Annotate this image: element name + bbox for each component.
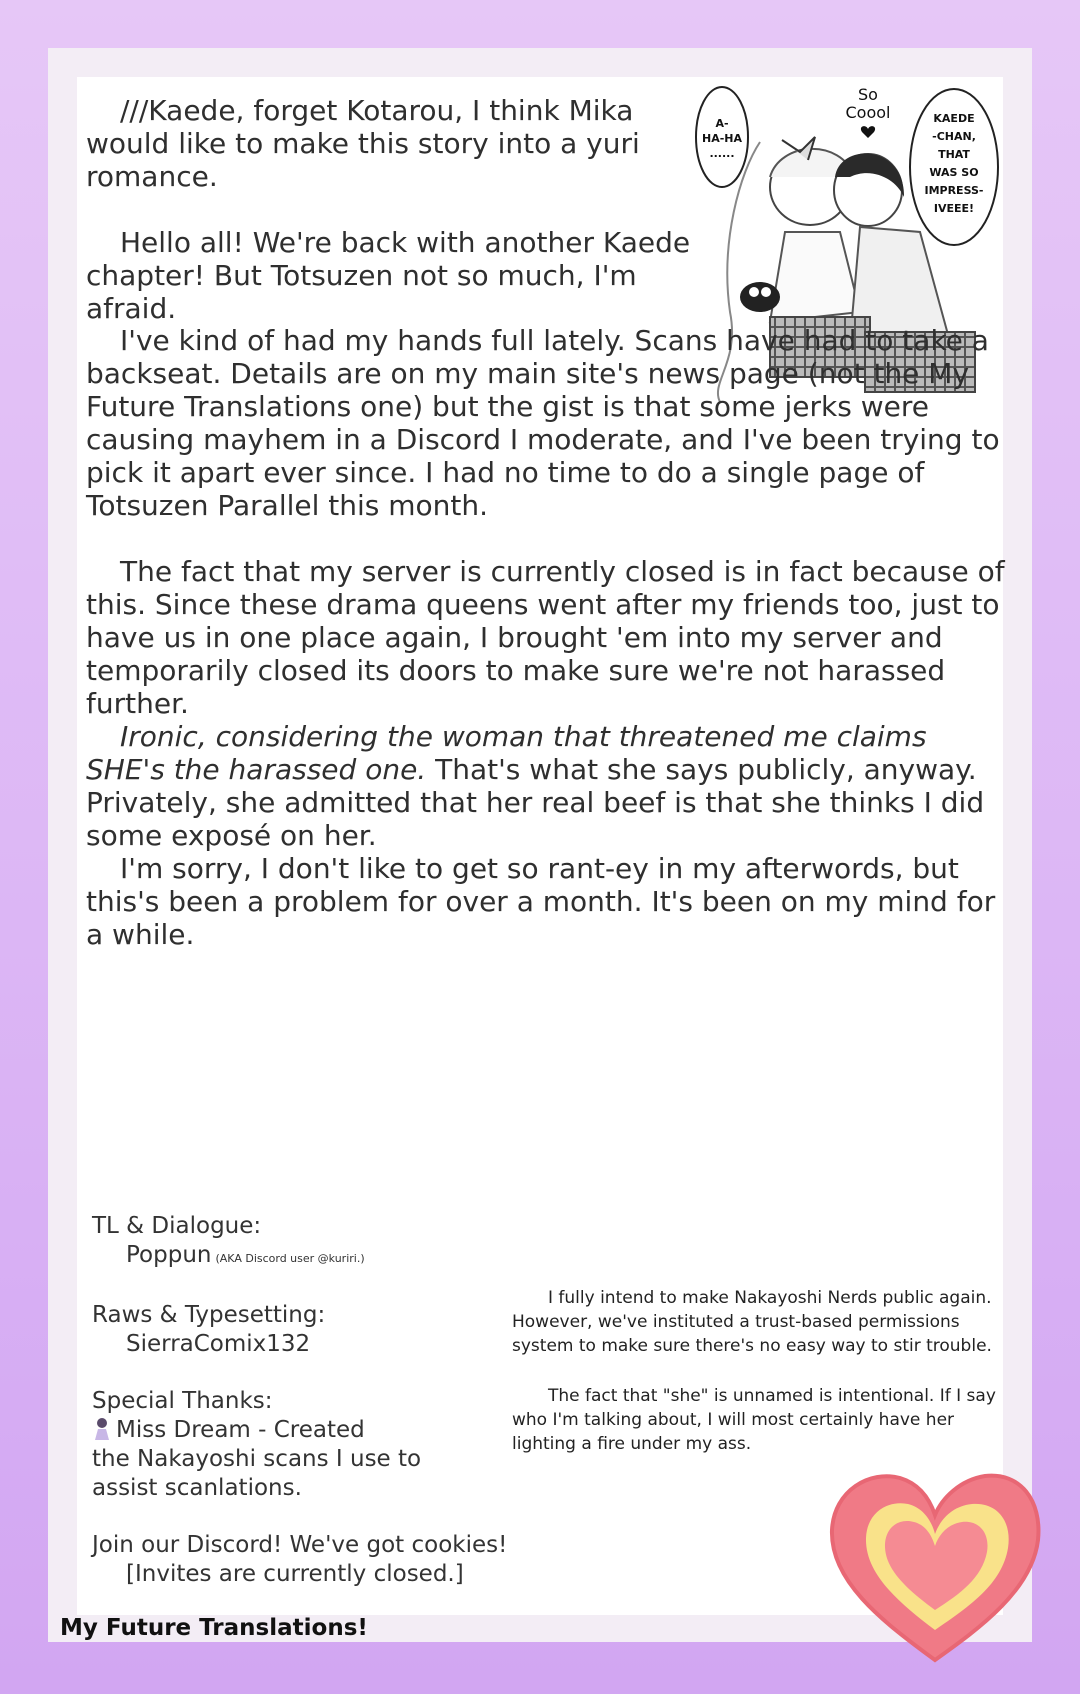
bubble-laugh-line-3: ...... <box>709 147 735 160</box>
bubble-kaede-line-3: THAT <box>938 148 970 161</box>
heart-icon <box>820 1460 1050 1670</box>
bubble-kaede-line-6: IVEEE! <box>933 202 975 215</box>
thanks-line-1-row <box>92 1416 507 1445</box>
note-1: I fully intend to make Nakayoshi Nerds public again. However, we've instituted a trust-based permissions system to make sure there's no easy way to stir trouble. <box>512 1288 992 1356</box>
paragraph-3: I've kind of had my hands full lately. Scans have had to take a backseat. Details are on my main site's news page (not the My Future Translations one) but the gist is that some jerks were causing mayhem in a Discord I moderate, and I've been trying to pick it apart ever since. I had no time to do a single page of Totsuzen Parallel this month. <box>86 324 1000 522</box>
thanks-line-2: the Nakayoshi scans I use to <box>92 1446 422 1472</box>
discord-line: Join our Discord! We've got cookies! <box>92 1532 508 1558</box>
bubble-kaede-line-5: IMPRESS- <box>924 184 984 197</box>
paragraph-5-rest: That's what she says publicly, anyway. Privately, she admitted that her real beef is that she thinks I did some exposé on her. <box>86 753 985 852</box>
tl-heading: TL & Dialogue: <box>92 1213 262 1239</box>
note-2: The fact that "she" is unnamed is intentional. If I say who I'm talking about, I will most certainly have her lighting a fire under my ass. <box>512 1386 996 1454</box>
credits-block <box>92 1212 507 1589</box>
tl-name: Poppun <box>126 1242 212 1268</box>
mascot <box>740 282 780 312</box>
paragraph-2: Hello all! We're back with another Kaede chapter! But Totsuzen not so much, I'm afraid. <box>86 226 691 325</box>
paragraph-1: ///Kaede, forget Kotarou, I think Mika would like to make this story into a yuri romance. <box>86 94 640 193</box>
heart-doodle-icon <box>861 126 875 138</box>
bubble-laugh-line-1: A- <box>715 117 729 130</box>
paragraph-5-italic: Ironic, considering the woman that threatened me claims SHE's the harassed one. <box>86 720 927 786</box>
thanks-line-3: assist scanlations. <box>92 1475 302 1501</box>
bubble-kaede-line-2: -CHAN, <box>932 130 976 143</box>
raws-heading: Raws & Typesetting: <box>92 1302 326 1328</box>
bubble-kaede-line-1: KAEDE <box>933 112 975 125</box>
bubble-laugh-line-2: HA-HA <box>701 132 743 145</box>
bubble-kaede-line-4: WAS SO <box>929 166 979 179</box>
thanks-line-1: Miss Dream - Created <box>116 1417 365 1443</box>
so-cool-line-1: So <box>858 85 878 104</box>
paragraph-5 <box>86 720 1006 852</box>
thanks-heading: Special Thanks: <box>92 1388 273 1414</box>
discord-note: [Invites are currently closed.] <box>126 1561 464 1587</box>
footer-label: My Future Translations! <box>60 1615 368 1641</box>
avatar-icon <box>92 1416 112 1440</box>
paragraph-4: The fact that my server is currently closed is in fact because of this. Since these drama queens went after my friends too, just to have us in one place again, I brought 'em into my server and temporarily closed its doors to make sure we're not harassed further. <box>86 555 1005 720</box>
paragraph-6: I'm sorry, I don't like to get so rant-ey in my afterwords, but this's been a problem for over a month. It's been on my mind for a while. <box>86 852 996 951</box>
girl-left-body <box>770 232 860 322</box>
tl-name-row <box>92 1241 507 1273</box>
raws-name: SierraComix132 <box>126 1331 311 1357</box>
tl-note: (AKA Discord user @kuriri.) <box>215 1252 365 1265</box>
so-cool-line-2: Coool <box>845 103 891 122</box>
